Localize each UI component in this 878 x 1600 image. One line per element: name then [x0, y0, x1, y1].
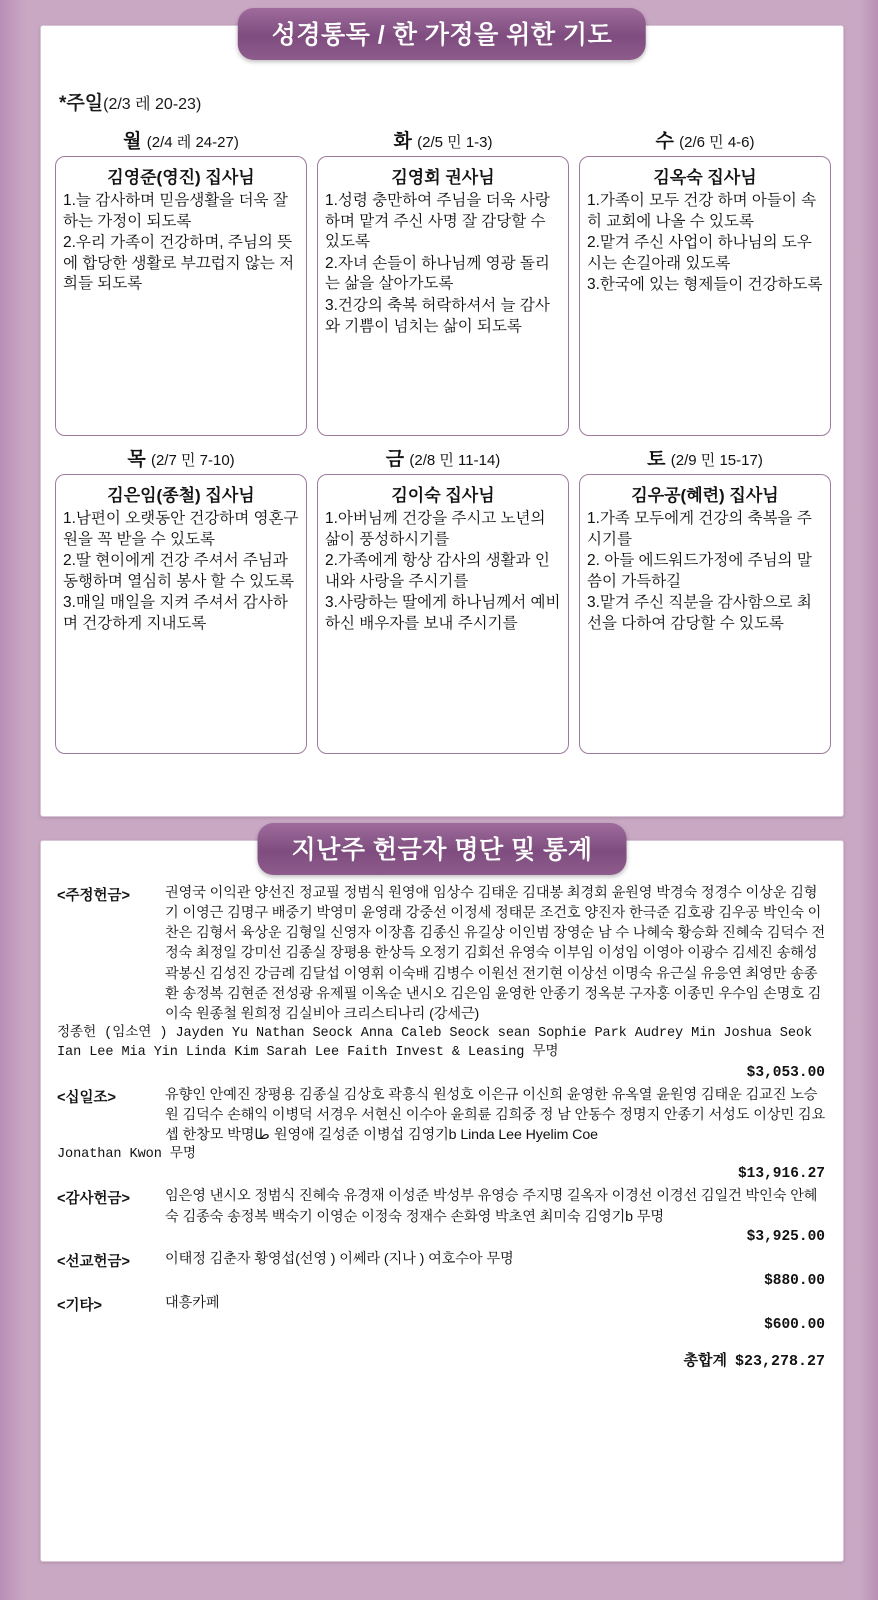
bulletin-page — [26, 0, 860, 1600]
prayer-request: 3.매일 매일을 지켜 주셔서 감사하며 건강하게 지내도록 — [63, 594, 288, 633]
offering-amount: $3,925.00 — [746, 1228, 825, 1245]
prayer-request: 2. 아들 에드워드가정에 주님의 말씀이 가득하길 — [587, 552, 812, 590]
offering-total-amount: $23,278.27 — [734, 1352, 825, 1370]
day-person-fri: 김이숙 집사님 — [391, 486, 495, 505]
prayer-request: 2.가족에게 항상 감사의 생활과 인내와 사랑을 주시기를 — [325, 552, 550, 590]
day-header-fri — [317, 444, 569, 474]
offering-label: <감사헌금> — [57, 1191, 130, 1208]
day-card-wed — [579, 126, 831, 436]
offering-list — [57, 883, 829, 1370]
day-name-thu: 목 — [127, 449, 146, 470]
day-name-mon: 월 — [123, 131, 142, 152]
day-header-tue — [317, 126, 569, 156]
offering-label: <선교헌금> — [57, 1253, 130, 1270]
offering-banner-title: 지난주 헌금자 명단 및 통계 — [258, 823, 627, 875]
prayer-request: 3.맡겨 주신 직분을 감사함으로 최선을 다하여 감당할 수 있도록 — [587, 594, 812, 633]
offering-label: <주정헌금> — [57, 888, 130, 904]
offering-names: 권영국 이익관 양선진 정교필 정범식 원영애 임상수 김태운 김대봉 최경회 윤원영 박경숙 정경수 이상운 김형기 이영근 김명구 배중기 박영미 윤영래 강중선 이정세 정태문 조건호 양진자 한극준 김호광 김우공 박인숙 이찬은 김형서 육상운 김형일 신영자 이장흠 김종신 유길상 이인범 장영순 남 수 나혜숙 황승화 진혜숙 김덕수 전정숙 최정일 강미선 김종실 장평용 한상득 오정기 김회선 유영숙 이부임 이성임 이영아 이광수 김세진 송해성 곽봉신 김성진 강금례 김달섭 이영휘 이숙배 김병수 이원선 전기현 이상선 이명숙 유근실 유응연 최영만 송종환 송정복 김현준 전성광 유제필 이옥순 낸시오 김은임 윤영한 안종기 정옥분 구자홍 이종민 우수임 손명호 김이숙 원종철 원희정 김실비아 크리스티나리 (강세근) — [165, 885, 826, 1022]
day-card-mon — [55, 126, 307, 436]
day-reading-tue: (2/5 민 1-3) — [417, 134, 493, 151]
day-reading-wed: (2/6 민 4-6) — [679, 134, 755, 151]
offering-block-weekly — [57, 883, 829, 1081]
day-card-thu — [55, 444, 307, 754]
day-name-tue: 화 — [393, 131, 412, 152]
day-person-sat: 김우공(혜련) 집사님 — [631, 486, 779, 505]
sunday-reading-line — [59, 88, 201, 115]
offering-label: <기타> — [57, 1297, 102, 1314]
offering-amount: $3,053.00 — [746, 1064, 825, 1081]
day-header-thu — [55, 444, 307, 474]
prayer-request: 2.우리 가족이 건강하며, 주님의 뜻에 합당한 생활로 부끄럽지 않는 저희들 되도록 — [63, 234, 295, 293]
prayer-request: 1.성령 충만하여 주님을 더욱 사랑하며 맡겨 주신 사명 잘 감당할 수 있도록 — [325, 192, 550, 251]
prayer-request: 3.건강의 축복 허락하셔서 늘 감사와 기쁨이 넘치는 삶이 되도록 — [325, 297, 550, 335]
day-name-wed: 수 — [655, 131, 674, 152]
offering-names: 임은영 낸시오 정범식 진혜숙 유경재 이성준 박성부 유영승 주지명 길옥자 이경선 이경선 김일건 박인숙 안혜숙 김종숙 송정복 백숙기 이영순 이정숙 정재수 손화영 박초연 최미숙 김영기b 무명 — [165, 1188, 818, 1225]
day-body-wed — [579, 156, 831, 436]
offering-panel — [40, 836, 844, 1562]
prayer-request: 1.남편이 오랫동안 건강하며 영혼구원을 꼭 받을 수 있도록 — [63, 510, 299, 548]
left-decorative-band — [0, 0, 26, 1600]
prayer-request: 2.맡겨 주신 사업이 하나님의 도우시는 손길아래 있도록 — [587, 234, 812, 272]
day-name-sat: 토 — [647, 449, 666, 470]
day-card-tue — [317, 126, 569, 436]
day-header-mon — [55, 126, 307, 156]
prayer-request: 1.늘 감사하며 믿음생활을 더욱 잘하는 가정이 되도록 — [63, 192, 288, 230]
day-card-sat — [579, 444, 831, 754]
offering-names-latin: Jonathan Kwon 무명 — [57, 1147, 196, 1163]
day-body-sat — [579, 474, 831, 754]
offering-amount: $13,916.27 — [737, 1166, 825, 1183]
day-body-fri — [317, 474, 569, 754]
offering-total-row — [57, 1349, 829, 1370]
prayer-panel — [40, 21, 844, 817]
day-person-mon: 김영준(영진) 집사님 — [107, 168, 255, 187]
day-reading-sat: (2/9 민 15-17) — [670, 452, 763, 469]
offering-names: 유향인 안예진 장평용 김종실 김상호 곽흥식 원성호 이은규 이신희 윤영한 유옥열 윤원영 김태운 김교진 노승원 김덕수 손해익 이병덕 서경우 서현신 이수아 윤희륜 김희중 정 남 안동수 정명지 안종기 서성도 이상민 김요셉 한창모 박명طا 원영애 길성준 이병섭 김영기b Linda Lee Hyelim Coe — [165, 1086, 826, 1143]
offering-block-other — [57, 1293, 829, 1333]
offering-names: 이태정 김춘자 황영섭(선영 ) 이쎄라 (지나 ) 여호수아 무명 — [165, 1250, 514, 1267]
day-person-thu: 김은임(종철) 집사님 — [107, 486, 255, 505]
sunday-reading: (2/3 레 20-23) — [103, 96, 202, 113]
day-reading-mon: (2/4 레 24-27) — [146, 134, 239, 151]
prayer-request: 3.사랑하는 딸에게 하나님께서 예비하신 배우자를 보내 주시기를 — [325, 594, 561, 633]
day-body-thu — [55, 474, 307, 754]
day-person-wed: 김옥숙 집사님 — [653, 168, 757, 187]
offering-total-label: 총합계 — [683, 1351, 727, 1369]
day-card-fri — [317, 444, 569, 754]
day-reading-thu: (2/7 민 7-10) — [150, 452, 235, 469]
offering-block-mission — [57, 1249, 829, 1289]
offering-label: <십일조> — [57, 1089, 116, 1106]
sunday-label: *주일 — [59, 93, 104, 114]
day-header-wed — [579, 126, 831, 156]
prayer-request: 1.가족이 모두 건강 하며 아들이 속히 교회에 나올 수 있도록 — [587, 192, 817, 230]
prayer-request: 3.한국에 있는 형제들이 건강하도록 — [587, 276, 823, 294]
prayer-banner-title: 성경통독 / 한 가정을 위한 기도 — [238, 8, 646, 60]
prayer-request: 1.가족 모두에게 건강의 축복을 주시기를 — [587, 510, 812, 548]
offering-names-latin: 정종헌 (임소연 ) Jayden Yu Nathan Seock Anna Caleb Seock sean Sophie Park Audrey Min Joshua Seok Ian Lee Mia Yin Linda Kim Sarah Lee Faith Invest & Leasing 무명 — [57, 1026, 813, 1061]
day-header-sat — [579, 444, 831, 474]
prayer-day-grid — [55, 126, 831, 754]
prayer-request: 1.아버님께 건강을 주시고 노년의 삶이 풍성하시기를 — [325, 510, 546, 548]
offering-block-tithe — [57, 1085, 829, 1183]
day-reading-fri: (2/8 민 11-14) — [409, 452, 501, 469]
offering-amount: $600.00 — [764, 1316, 825, 1333]
day-body-tue — [317, 156, 569, 436]
offering-amount: $880.00 — [764, 1272, 825, 1289]
offering-block-thanks — [57, 1186, 829, 1244]
day-name-fri: 금 — [385, 449, 405, 470]
offering-names: 대흥카페 — [165, 1294, 220, 1311]
day-person-tue: 김영회 권사님 — [391, 168, 495, 187]
prayer-request: 2.자녀 손들이 하나님께 영광 돌리는 삶을 살아가도록 — [325, 254, 550, 293]
prayer-request: 2.딸 현이에게 건강 주셔서 주님과 동행하며 열심히 봉사 할 수 있도록 — [63, 552, 295, 590]
day-body-mon — [55, 156, 307, 436]
right-decorative-band — [860, 0, 878, 1600]
